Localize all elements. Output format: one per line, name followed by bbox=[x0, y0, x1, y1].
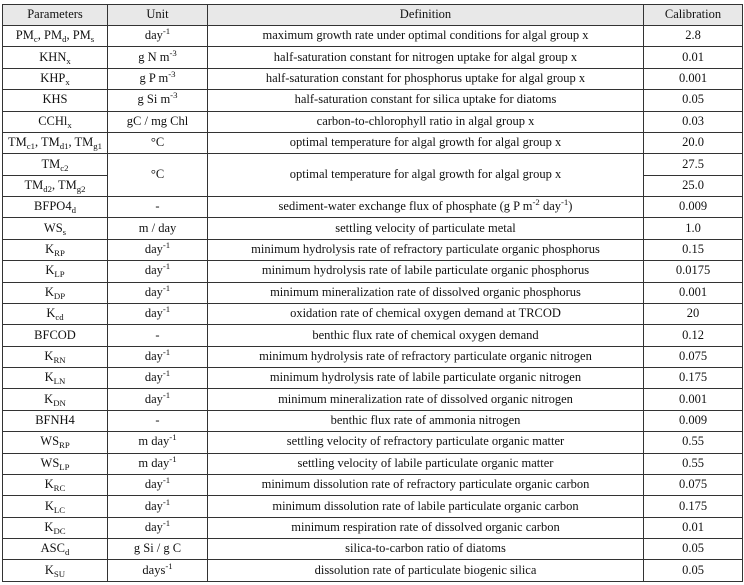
table-row bbox=[3, 218, 743, 239]
cell-definition: minimum hydrolysis rate of labile particulate organic phosphorus bbox=[208, 261, 644, 282]
cell-unit: day$^{-1}$ bbox=[108, 389, 208, 410]
cell-calibration: 0.001 bbox=[644, 68, 743, 89]
cell-unit: g P $m^{-3}$ bbox=[108, 68, 208, 89]
cell-unit: day$^{-1}$ bbox=[108, 26, 208, 47]
cell-calibration: 0.05 bbox=[644, 560, 743, 582]
table-row bbox=[3, 239, 743, 260]
cell-definition: maximum growth rate under optimal conditions for algal group x bbox=[208, 26, 644, 47]
cell-unit: day$^{-1}$ bbox=[108, 282, 208, 303]
cell-parameter: $KHN_x$ bbox=[3, 47, 108, 68]
cell-definition: carbon-to-chlorophyll ratio in algal group x bbox=[208, 111, 644, 132]
cell-unit: m / day bbox=[108, 218, 208, 239]
cell-parameter: $K_{DC}$ bbox=[3, 517, 108, 538]
header-row bbox=[3, 5, 743, 26]
cell-parameter: $K_{RC}$ bbox=[3, 474, 108, 495]
cell-definition: minimum mineralization rate of dissolved organic phosphorus bbox=[208, 282, 644, 303]
table-row bbox=[3, 517, 743, 538]
cell-definition: silica-to-carbon ratio of diatoms bbox=[208, 539, 644, 560]
cell-unit: days$^{-1}$ bbox=[108, 560, 208, 582]
cell-parameter: $WS_s$ bbox=[3, 218, 108, 239]
cell-definition: half-saturation constant for silica uptake for diatoms bbox=[208, 90, 644, 111]
cell-unit: m day$^{-1}$ bbox=[108, 453, 208, 474]
cell-definition: oxidation rate of chemical oxygen demand at TRCOD bbox=[208, 303, 644, 324]
cell-unit: m day$^{-1}$ bbox=[108, 432, 208, 453]
table-row bbox=[3, 303, 743, 324]
cell-definition: half-saturation constant for phosphorus uptake for algal group x bbox=[208, 68, 644, 89]
table-row bbox=[3, 197, 743, 218]
cell-calibration: 20 bbox=[644, 303, 743, 324]
table-row bbox=[3, 325, 743, 346]
table-row bbox=[3, 539, 743, 560]
cell-parameter: $K_{cd}$ bbox=[3, 303, 108, 324]
cell-calibration: 0.175 bbox=[644, 496, 743, 517]
table-row bbox=[3, 68, 743, 89]
cell-unit: °C bbox=[108, 154, 208, 197]
table-row bbox=[3, 282, 743, 303]
cell-calibration: 0.0175 bbox=[644, 261, 743, 282]
table-row bbox=[3, 346, 743, 367]
cell-unit: g Si $m^{-3}$ bbox=[108, 90, 208, 111]
table-row bbox=[3, 453, 743, 474]
table-row bbox=[3, 496, 743, 517]
header-definition: Definition bbox=[208, 5, 644, 26]
cell-parameter: $TM_{c2}$ bbox=[3, 154, 108, 175]
cell-definition: minimum dissolution rate of refractory particulate organic carbon bbox=[208, 474, 644, 495]
table-row bbox=[3, 474, 743, 495]
cell-calibration: 0.05 bbox=[644, 90, 743, 111]
table-row bbox=[3, 154, 743, 175]
table-row bbox=[3, 90, 743, 111]
parameter-table bbox=[2, 4, 743, 582]
cell-calibration: 0.01 bbox=[644, 517, 743, 538]
cell-definition: minimum mineralization rate of dissolved organic nitrogen bbox=[208, 389, 644, 410]
cell-definition: minimum dissolution rate of labile particulate organic carbon bbox=[208, 496, 644, 517]
cell-parameter: $WS_{LP}$ bbox=[3, 453, 108, 474]
cell-parameter: $TM_{c1}$, $TM_{d1}$, $TM_{g1}$ bbox=[3, 132, 108, 153]
cell-definition: minimum hydrolysis rate of refractory particulate organic phosphorus bbox=[208, 239, 644, 260]
table-row bbox=[3, 132, 743, 153]
table-row bbox=[3, 389, 743, 410]
cell-unit: day$^{-1}$ bbox=[108, 496, 208, 517]
header-unit: Unit bbox=[108, 5, 208, 26]
cell-unit: day$^{-1}$ bbox=[108, 368, 208, 389]
cell-unit: - bbox=[108, 325, 208, 346]
cell-calibration: 0.009 bbox=[644, 197, 743, 218]
cell-calibration: 2.8 bbox=[644, 26, 743, 47]
cell-definition: settling velocity of refractory particulate organic matter bbox=[208, 432, 644, 453]
cell-parameter: KHS bbox=[3, 90, 108, 111]
cell-definition: optimal temperature for algal growth for algal group x bbox=[208, 154, 644, 197]
cell-parameter: BFNH4 bbox=[3, 410, 108, 431]
cell-calibration: 0.075 bbox=[644, 474, 743, 495]
cell-unit: day$^{-1}$ bbox=[108, 303, 208, 324]
cell-parameter: CCHl$_x$ bbox=[3, 111, 108, 132]
cell-definition: half-saturation constant for nitrogen uptake for algal group x bbox=[208, 47, 644, 68]
cell-parameter: $K_{LP}$ bbox=[3, 261, 108, 282]
cell-unit: day$^{-1}$ bbox=[108, 474, 208, 495]
cell-unit: gC / mg Chl bbox=[108, 111, 208, 132]
cell-definition: minimum respiration rate of dissolved organic carbon bbox=[208, 517, 644, 538]
cell-calibration: 0.12 bbox=[644, 325, 743, 346]
cell-calibration: 0.05 bbox=[644, 539, 743, 560]
cell-parameter: $PM_c$, $PM_d$, $PM_s$ bbox=[3, 26, 108, 47]
cell-unit: day$^{-1}$ bbox=[108, 346, 208, 367]
cell-definition: optimal temperature for algal growth for algal group x bbox=[208, 132, 644, 153]
cell-calibration: 0.009 bbox=[644, 410, 743, 431]
cell-unit: day$^{-1}$ bbox=[108, 261, 208, 282]
cell-parameter: $KHP_x$ bbox=[3, 68, 108, 89]
cell-parameter: $K_{DP}$ bbox=[3, 282, 108, 303]
table-row bbox=[3, 261, 743, 282]
cell-parameter: $K_{RP}$ bbox=[3, 239, 108, 260]
cell-definition: settling velocity of particulate metal bbox=[208, 218, 644, 239]
cell-calibration: 20.0 bbox=[644, 132, 743, 153]
cell-parameter: $K_{RN}$ bbox=[3, 346, 108, 367]
cell-unit: day$^{-1}$ bbox=[108, 517, 208, 538]
table-row bbox=[3, 368, 743, 389]
cell-parameter: $K_{SU}$ bbox=[3, 560, 108, 582]
cell-calibration: 27.5 bbox=[644, 154, 743, 175]
cell-unit: g Si / g C bbox=[108, 539, 208, 560]
cell-parameter: $TM_{d2}$, $TM_{g2}$ bbox=[3, 175, 108, 196]
cell-unit: day$^{-1}$ bbox=[108, 239, 208, 260]
cell-parameter: $ASC_d$ bbox=[3, 539, 108, 560]
cell-unit: g N $m^{-3}$ bbox=[108, 47, 208, 68]
header-parameters: Parameters bbox=[3, 5, 108, 26]
header-calibration: Calibration bbox=[644, 5, 743, 26]
cell-calibration: 0.001 bbox=[644, 389, 743, 410]
table-row bbox=[3, 111, 743, 132]
cell-calibration: 0.175 bbox=[644, 368, 743, 389]
cell-calibration: 0.01 bbox=[644, 47, 743, 68]
cell-parameter: $K_{LN}$ bbox=[3, 368, 108, 389]
table-row bbox=[3, 560, 743, 582]
cell-parameter: $K_{LC}$ bbox=[3, 496, 108, 517]
cell-unit: - bbox=[108, 410, 208, 431]
cell-definition: sediment-water exchange flux of phosphate (g P $m^{-2}$ day$^{-1}$) bbox=[208, 197, 644, 218]
cell-definition: dissolution rate of particulate biogenic silica bbox=[208, 560, 644, 582]
table-row bbox=[3, 47, 743, 68]
table-row bbox=[3, 26, 743, 47]
cell-calibration: 0.001 bbox=[644, 282, 743, 303]
cell-unit: - bbox=[108, 197, 208, 218]
table-body bbox=[3, 26, 743, 582]
cell-calibration: 0.15 bbox=[644, 239, 743, 260]
cell-calibration: 0.55 bbox=[644, 453, 743, 474]
cell-calibration: 1.0 bbox=[644, 218, 743, 239]
table-row bbox=[3, 432, 743, 453]
cell-calibration: 0.03 bbox=[644, 111, 743, 132]
cell-definition: benthic flux rate of chemical oxygen demand bbox=[208, 325, 644, 346]
cell-definition: minimum hydrolysis rate of labile particulate organic nitrogen bbox=[208, 368, 644, 389]
cell-unit: °C bbox=[108, 132, 208, 153]
cell-parameter: $K_{DN}$ bbox=[3, 389, 108, 410]
cell-calibration: 0.075 bbox=[644, 346, 743, 367]
cell-calibration: 25.0 bbox=[644, 175, 743, 196]
table-row bbox=[3, 410, 743, 431]
cell-definition: benthic flux rate of ammonia nitrogen bbox=[208, 410, 644, 431]
cell-definition: minimum hydrolysis rate of refractory particulate organic nitrogen bbox=[208, 346, 644, 367]
table-header bbox=[3, 5, 743, 26]
cell-parameter: BFCOD bbox=[3, 325, 108, 346]
cell-parameter: $BFPO4_d$ bbox=[3, 197, 108, 218]
cell-parameter: $WS_{RP}$ bbox=[3, 432, 108, 453]
cell-calibration: 0.55 bbox=[644, 432, 743, 453]
cell-definition: settling velocity of labile particulate organic matter bbox=[208, 453, 644, 474]
